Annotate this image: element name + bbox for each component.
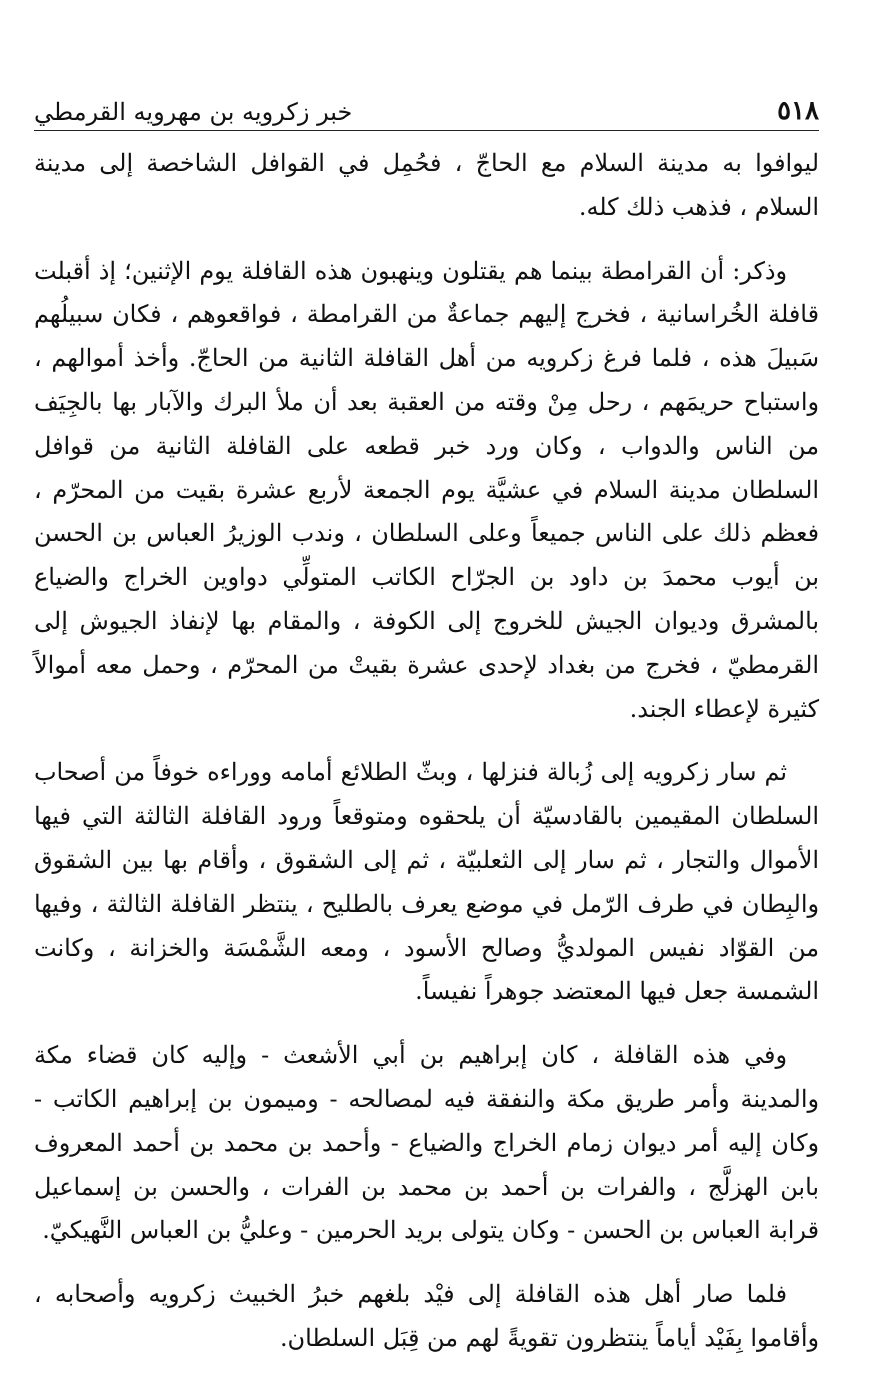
page-header bbox=[34, 86, 819, 131]
paragraph: وفي هذه القافلة ، كان إبراهيم بن أبي الأشعث - وإليه كان قضاء مكة والمدينة وأمر طريق مكة والنفقة فيه لمصالحه - وميمون بن إبراهيم الكاتب - وكان إليه أمر ديوان زمام الخراج والضياع - وأحمد بن محمد بن أحمد المعروف بابن الهزلَّج ، والفرات بن أحمد بن محمد بن الفرات ، والحسن بن إسماعيل قرابة العباس بن الحسن - وكان يتولى بريد الحرمين - وعليُّ بن العباس النَّهيكيّ. bbox=[34, 1041, 819, 1245]
paragraph-gap bbox=[34, 731, 819, 751]
paragraph: وذكر: أن القرامطة بينما هم يقتلون وينهبون هذه القافلة يوم الإثنين؛ إذ أقبلت قافلة الخُراسانية ، فخرج إليهم جماعةٌ من القرامطة ، فواقعوهم ، فكان سبيلُهم سَبيلَ هذه ، فلما فرغ زكرويه من أهل القافلة الثانية من الحاجّ. وأخذ أموالهم ، واستباح حريمَهم ، رحل مِنْ وقته من العقبة بعد أن ملأ البرك والآبار بها بالجِيَف من الناس والدواب ، وكان ورد خبر قطعه على القافلة الثانية من قوافل السلطان مدينة السلام في عشيَّة يوم الجمعة لأربع عشرة بقيت من المحرّم ، فعظم ذلك على الناس جميعاً وعلى السلطان ، وندب الوزيرُ العباس بن الحسن بن أيوب محمدَ بن داود بن الجرّاح الكاتب المتولِّي دواوين الخراج والضياع بالمشرق وديوان الجيش للخروج إلى الكوفة ، والمقام بها لإنفاذ الجيوش إلى القرمطيّ ، فخرج من بغداد لإحدى عشرة بقيتْ من المحرّم ، وحمل معه أموالاً كثيرة لإعطاء الجند. bbox=[34, 256, 819, 723]
paragraph-gap bbox=[34, 230, 819, 250]
running-title: خبر زكرويه بن مهرويه القرمطي bbox=[34, 98, 353, 126]
paragraph: ليوافوا به مدينة السلام مع الحاجّ ، فحُمِل في القوافل الشاخصة إلى مدينة السلام ، فذهب ذلك كله. bbox=[34, 149, 819, 221]
paragraph-gap bbox=[34, 1253, 819, 1273]
paragraph: فلما صار أهل هذه القافلة إلى فيْد بلغهم خبرُ الخبيث زكرويه وأصحابه ، وأقاموا بِفَيْد أياماً ينتظرون تقويةً لهم من قِبَل السلطان. bbox=[34, 1280, 819, 1352]
paragraph-gap bbox=[34, 1014, 819, 1034]
paragraph: ثم سار زكرويه إلى زُبالة فنزلها ، وبثّ الطلائع أمامه ووراءه خوفاً من أصحاب السلطان المقيمين بالقادسيّة أن يلحقوه ومتوقعاً ورود القافلة الثالثة التي فيها الأموال والتجار ، ثم سار إلى الثعلبيّة ، ثم إلى الشقوق ، وأقام بها بين الشقوق والبِطان في طرف الرّمل في موضع يعرف بالطليح ، ينتظر القافلة الثالثة ، وفيها من القوّاد نفيس المولديُّ وصالح الأسود ، ومعه الشَّمْسَة والخزانة ، وكانت الشمسة جعل فيها المعتضد جوهراً نفيساً. bbox=[34, 758, 819, 1006]
page-number: ٥١٨ bbox=[777, 96, 819, 126]
body-text bbox=[34, 142, 819, 1361]
